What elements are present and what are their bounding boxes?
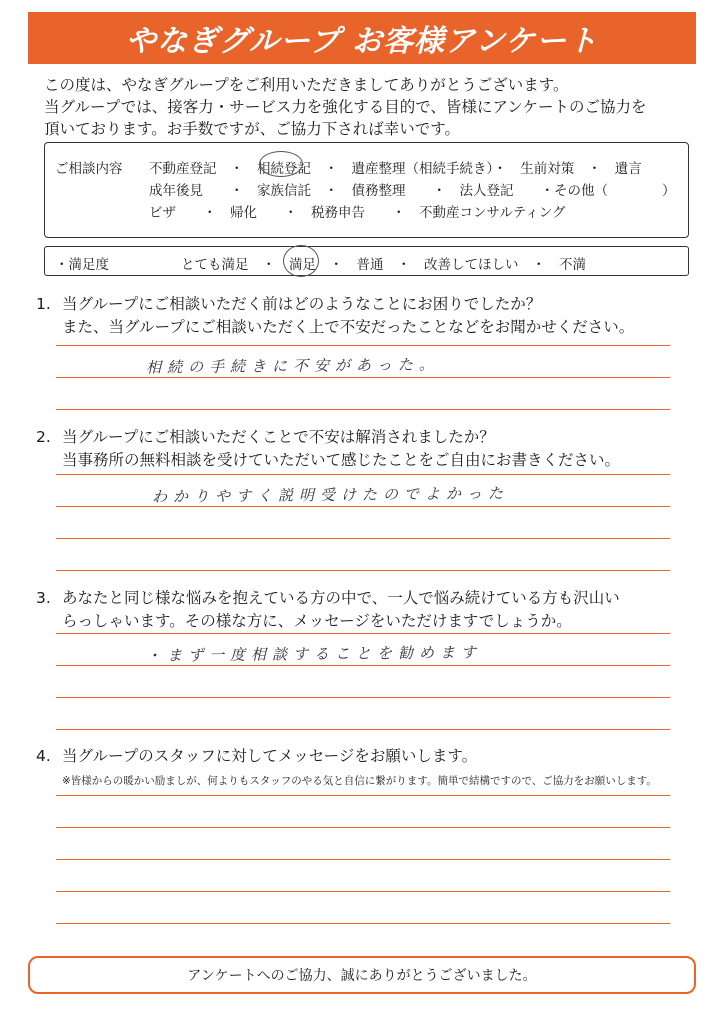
thank-you-message: アンケートへのご協力、誠にありがとうございました。 — [187, 968, 537, 984]
question-3-answer[interactable]: ・まず一度相談することを勧めます — [145, 643, 483, 665]
answer-rule — [56, 795, 670, 796]
question-4-number: 4. — [36, 747, 51, 765]
intro-line-1: この度は、やなぎグループをご利用いただきましてありがとうございます。 — [44, 76, 569, 94]
answer-rule — [56, 923, 670, 924]
satisfaction-options[interactable]: とても満足 ・ 満足 ・ 普通 ・ 改善してほしい ・ 不満 — [181, 257, 586, 273]
answer-rule — [56, 859, 670, 860]
question-3-line-2: らっしゃいます。その様な方に、メッセージをいただけますでしょうか。 — [62, 612, 572, 630]
consultation-options-line-3[interactable]: ビザ ・ 帰化 ・ 税務申告 ・ 不動産コンサルティング — [149, 205, 566, 221]
answer-rule — [56, 474, 670, 475]
question-2-line-1: 当グループにご相談いただくことで不安は解消されましたか？ — [62, 428, 495, 446]
answer-rule — [56, 538, 670, 539]
question-4-line-1: 当グループのスタッフに対してメッセージをお願いします。 — [62, 747, 478, 765]
question-1-line-1: 当グループにご相談いただく前はどのようなことにお困りでしたか？ — [62, 295, 542, 313]
question-1 — [36, 293, 686, 339]
answer-rule — [56, 506, 670, 507]
answer-rule — [56, 633, 670, 634]
selected-satisfaction-circle — [283, 245, 319, 277]
answer-rule — [56, 729, 670, 730]
satisfaction-box — [44, 246, 689, 276]
question-3 — [36, 587, 686, 633]
intro-text — [44, 74, 694, 140]
survey-title: やなぎグループ お客様アンケート — [125, 24, 599, 59]
answer-rule — [56, 891, 670, 892]
consultation-type-box — [44, 142, 689, 238]
answer-rule — [56, 345, 670, 346]
question-2 — [36, 426, 686, 472]
answer-rule — [56, 827, 670, 828]
consultation-options-line-1[interactable]: 不動産登記 ・ 相続登記 ・ 遺産整理（相続手続き）・ 生前対策 ・ 遺言 — [149, 161, 642, 177]
answer-rule — [56, 409, 670, 410]
intro-line-2: 当グループでは、接客力・サービス力を強化する目的で、皆様にアンケートのご協力を — [44, 98, 647, 116]
question-3-number: 3. — [36, 589, 51, 607]
survey-header-banner — [28, 12, 696, 64]
question-2-number: 2. — [36, 428, 51, 446]
question-1-line-2: また、当グループにご相談いただく上で不安だったことなどをお聞かせください。 — [62, 318, 635, 336]
answer-rule — [56, 697, 670, 698]
question-4 — [36, 745, 686, 768]
question-1-number: 1. — [36, 295, 51, 313]
consultation-label: ご相談内容 — [55, 161, 123, 177]
satisfaction-label: ・満足度 — [55, 257, 109, 273]
question-4-note: ※皆様からの暖かい励ましが、何よりもスタッフのやる気と自信に繋がります。簡単で結構ですので、ご協力をお願いします。 — [62, 775, 657, 787]
question-3-line-1: あなたと同じ様な悩みを抱えている方の中で、一人で悩み続けている方も沢山い — [62, 589, 620, 607]
thank-you-box — [28, 956, 696, 994]
intro-line-3: 頂いております。お手数ですが、ご協力下されば幸いです。 — [44, 120, 461, 138]
selected-consultation-circle — [259, 151, 303, 177]
answer-rule — [56, 570, 670, 571]
question-2-answer[interactable]: わかりやすく説明受けたのでよかった — [151, 484, 510, 506]
consultation-options-line-2[interactable]: 成年後見 ・ 家族信託 ・ 債務整理 ・ 法人登記 ・その他（ ） — [149, 183, 676, 199]
question-1-answer[interactable]: 相続の手続きに不安があった。 — [145, 355, 440, 377]
question-2-line-2: 当事務所の無料相談を受けていただいて感じたことをご自由にお書きください。 — [62, 451, 621, 469]
